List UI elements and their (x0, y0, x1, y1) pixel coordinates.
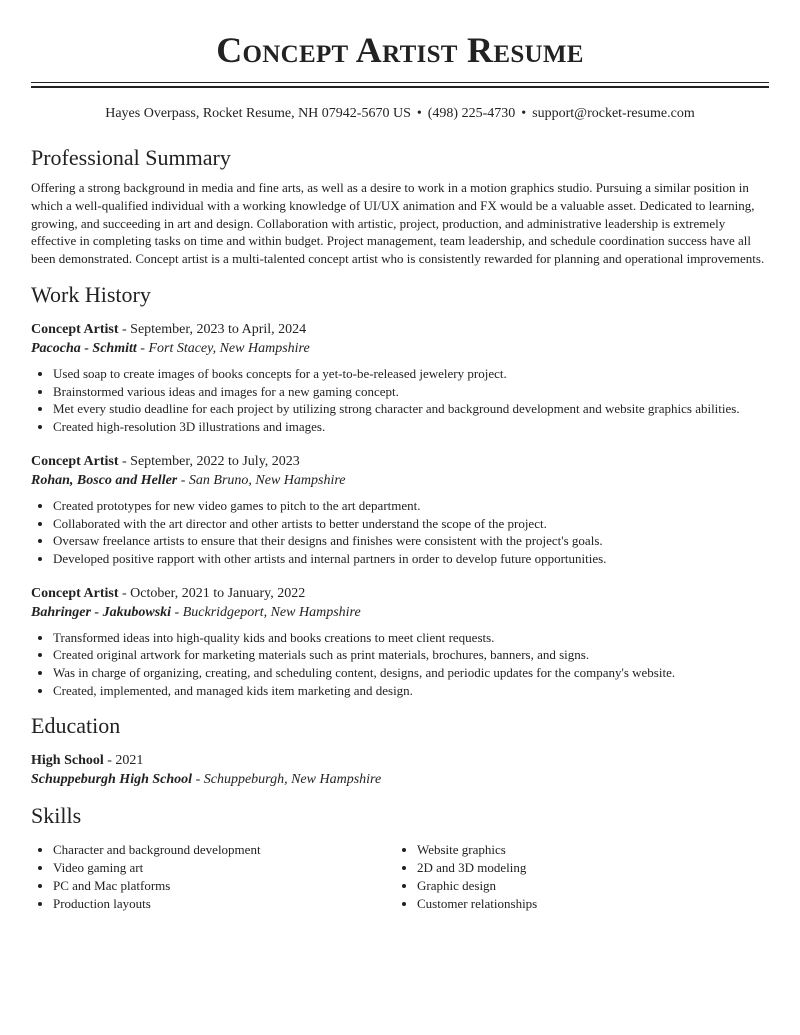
job-duty: • Developed positive rapport with other artists and internal partners in order to develop future opportunities. (53, 550, 769, 568)
skill-item: • Customer relationships (417, 895, 759, 913)
summary-text: Offering a strong background in media and fine arts, as well as a desire to work in a motion graphics studio. Pursuing a similar position in which a well-qualified individual with a working knowledge of UI/UX animation and FX would be a valuable asset. Dedicated to learning, growing, and succeeding in art and design. Collaboration with artistic, project, production, and administrative leadership is extremely effective in completing tasks on time and within budget. Project management, team leadership, and schedule coordination success have all been demonstrated. Concept artist is a multi-talented concept artist who is consistently rewarded for planning and operational improvements. (31, 180, 765, 267)
education-school: Schuppeburgh High School (31, 772, 193, 788)
job-location: - Fort Stacey, New Hampshire (136, 340, 310, 356)
job-dates: - September, 2022 to July, 2023 (118, 453, 300, 469)
skills-heading: Skills (31, 803, 82, 829)
job-title: Concept Artist (31, 585, 119, 601)
job-duty: • Met every studio deadline for each project by utilizing strong character and background development and website graphics abilities. (53, 400, 769, 418)
job-company: Pacocha - Schmitt (31, 340, 137, 356)
job-title-line (31, 584, 769, 603)
job-duty: • Was in charge of organizing, creating, and scheduling content, designs, and periodic updates for the company's website. (53, 664, 769, 682)
skill-item: • Website graphics (417, 841, 759, 859)
job-duties-list (31, 365, 769, 436)
skill-item: • Character and background development (53, 841, 395, 859)
job-company: Rohan, Bosco and Heller (31, 472, 178, 488)
job-duty: • Created high-resolution 3D illustrations and images. (53, 418, 769, 436)
contact-phone: (498) 225-4730 (427, 106, 516, 121)
education-degree: High School (31, 753, 104, 769)
job-title: Concept Artist (31, 321, 119, 337)
title-divider-thin (31, 82, 769, 83)
job-entry (31, 452, 769, 568)
job-company-line (31, 339, 769, 358)
job-company: Bahringer - Jakubowski (31, 604, 172, 620)
skill-item: • Video gaming art (53, 859, 395, 877)
contact-separator: • (521, 106, 527, 121)
job-company-line (31, 603, 769, 622)
job-entry (31, 584, 769, 700)
education-year: - 2021 (103, 753, 144, 769)
job-location: - San Bruno, New Hampshire (177, 472, 346, 488)
job-duties-list (31, 497, 769, 568)
job-duty: • Collaborated with the art director and other artists to better understand the scope of the project. (53, 515, 769, 533)
summary-heading: Professional Summary (31, 145, 231, 170)
job-duty: • Brainstormed various ideas and images for a new gaming concept. (53, 383, 769, 401)
job-duty: • Oversaw freelance artists to ensure that their designs and finishes were consistent with the project's goals. (53, 532, 769, 550)
job-location: - Buckridgeport, New Hampshire (171, 604, 361, 620)
job-duty: • Transformed ideas into high-quality kids and books creations to meet client requests. (53, 629, 769, 647)
job-duties-list (31, 629, 769, 700)
job-title-line (31, 320, 769, 339)
contact-email: support@rocket-resume.com (532, 106, 695, 121)
contact-separator: • (416, 106, 422, 121)
skill-item: • 2D and 3D modeling (417, 859, 759, 877)
education-entry (31, 751, 769, 789)
job-duty: • Created original artwork for marketing materials such as print materials, brochures, banners, and signs. (53, 646, 769, 664)
title-divider-thick (31, 86, 769, 88)
job-duty: • Created prototypes for new video games to pitch to the art department. (53, 497, 769, 515)
skills-list-left (31, 841, 395, 912)
contact-line (31, 105, 769, 123)
skill-item: • PC and Mac platforms (53, 877, 395, 895)
job-duty: • Created, implemented, and managed kids item marketing and design. (53, 682, 769, 700)
resume-title: Concept Artist Resume (216, 30, 584, 70)
job-dates: - October, 2021 to January, 2022 (118, 585, 306, 601)
work-history-heading: Work History (31, 281, 151, 307)
job-title-line (31, 452, 769, 471)
job-duty: • Used soap to create images of books concepts for a yet-to-be-released jewelery project. (53, 365, 769, 383)
job-entry (31, 320, 769, 436)
skills-list-right (395, 841, 759, 912)
skill-item: • Production layouts (53, 895, 395, 913)
education-heading: Education (31, 713, 121, 739)
education-degree-line (31, 751, 769, 770)
job-title: Concept Artist (31, 453, 119, 469)
job-company-line (31, 471, 769, 490)
education-location: - Schuppeburgh, New Hampshire (192, 772, 382, 788)
education-school-line (31, 770, 769, 789)
contact-address: Hayes Overpass, Rocket Resume, NH 07942-5670 US (105, 106, 411, 121)
skill-item: • Graphic design (417, 877, 759, 895)
job-dates: - September, 2023 to April, 2024 (118, 321, 307, 337)
skills-columns (31, 841, 769, 912)
